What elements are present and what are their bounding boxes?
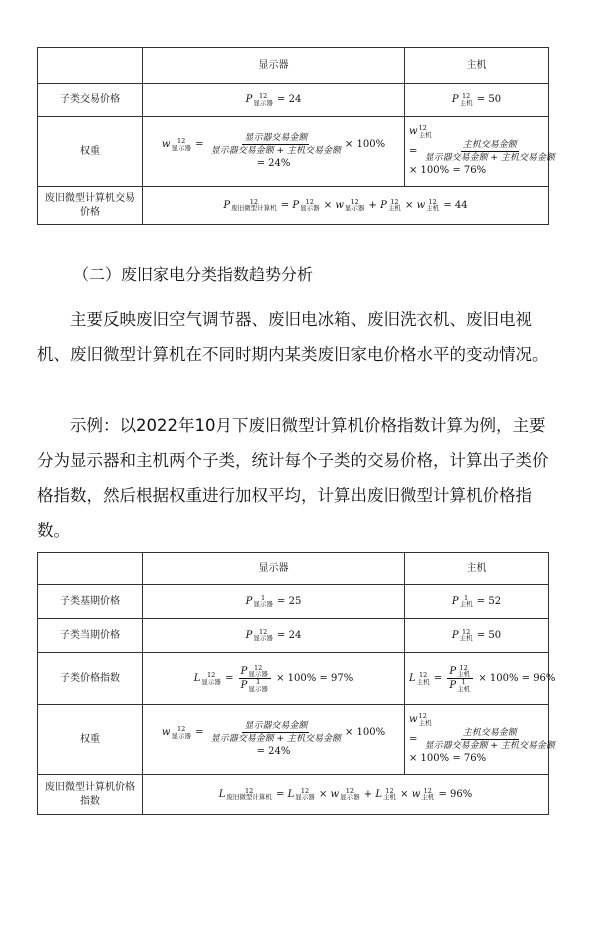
row-current-price bbox=[38, 619, 549, 653]
row-label: 子类交易价格 bbox=[38, 84, 143, 117]
row-label: 子类当期价格 bbox=[38, 619, 143, 653]
host-weight-formula: w 12 主机 = $\frac{\text{主机交易金额}}{\text{显示器交易金额 + 主机交易金额}}$ × 100% = 76% bbox=[405, 117, 549, 187]
row-total bbox=[38, 187, 549, 225]
host-current-formula: P 12 主机 = 50 bbox=[405, 619, 549, 653]
header-display: 显示器 bbox=[143, 48, 405, 84]
header-host: 主机 bbox=[405, 48, 549, 84]
header-host: 主机 bbox=[405, 553, 549, 585]
section-heading: （二）废旧家电分类指数趋势分析 bbox=[73, 265, 314, 284]
header-display: 显示器 bbox=[143, 553, 405, 585]
paragraph-2: 示例：以2022年10月下废旧微型计算机价格指数计算为例，主要分为显示器和主机两个子类，统计每个子类的交易价格，计算出子类价格指数，然后根据权重进行加权平均，计算出废旧微型计算机价格指数。 bbox=[37, 416, 549, 540]
row-price-index bbox=[38, 653, 549, 705]
total-formula: P 12 废旧微型计算机 = P 12 显示器 × w 12 显示器 + P 12 主机 × w 12 主机 = 44 bbox=[143, 187, 549, 225]
table-header-row bbox=[38, 553, 549, 585]
empty-header-cell bbox=[38, 553, 143, 585]
host-weight-formula: w 12 主机 = $\frac{\text{主机交易金额}}{\text{显示器交易金额 + 主机交易金额}}$ × 100% = 76% bbox=[405, 705, 549, 775]
price-index-table bbox=[37, 552, 556, 815]
display-price-formula: P 12 显示器 = 24 bbox=[143, 84, 405, 117]
host-index-formula: L 12 主机 = P 12 主机 P 1 主机 × 100% = 96% bbox=[405, 653, 549, 705]
row-subclass-price bbox=[38, 84, 549, 117]
display-index-formula: L 12 显示器 = P 12 显示器 P 1 显示器 × 100% = 97% bbox=[143, 653, 405, 705]
row-weight bbox=[38, 705, 549, 775]
host-base-formula: P 1 主机 = 52 bbox=[405, 585, 549, 619]
display-weight-formula: w 12 显示器 = $\frac{\text{显示器交易金额}}{\text{显示器交易金额 + 主机交易金额}}$ × 100% = 24% bbox=[143, 117, 405, 187]
row-label: 权重 bbox=[38, 117, 143, 187]
paragraph-1: 主要反映废旧空气调节器、废旧电冰箱、废旧洗衣机、废旧电视机、废旧微型计算机在不同时期内某类废旧家电价格水平的变动情况。 bbox=[37, 310, 549, 364]
row-base-price bbox=[38, 585, 549, 619]
row-label: 权重 bbox=[38, 705, 143, 775]
display-weight-formula: w 12 显示器 = $\frac{\text{显示器交易金额}}{\text{显示器交易金额 + 主机交易金额}}$ × 100% = 24% bbox=[143, 705, 405, 775]
row-label: 废旧微型计算机交易价格 bbox=[38, 187, 143, 225]
row-label: 子类价格指数 bbox=[38, 653, 143, 705]
total-index-formula: L 12 废旧微型计算机 = L 12 显示器 × w 12 显示器 + L 12 主机 × w 12 主机 = 96% bbox=[143, 775, 549, 815]
empty-header-cell bbox=[38, 48, 143, 84]
row-label: 废旧微型计算机价格指数 bbox=[38, 775, 143, 815]
display-current-formula: P 12 显示器 = 24 bbox=[143, 619, 405, 653]
table-header-row bbox=[38, 48, 549, 84]
row-label: 子类基期价格 bbox=[38, 585, 143, 619]
display-base-formula: P 1 显示器 = 25 bbox=[143, 585, 405, 619]
host-price-formula: P 12 主机 = 50 bbox=[405, 84, 549, 117]
transaction-price-table bbox=[37, 47, 555, 225]
row-weight bbox=[38, 117, 549, 187]
row-total bbox=[38, 775, 549, 815]
